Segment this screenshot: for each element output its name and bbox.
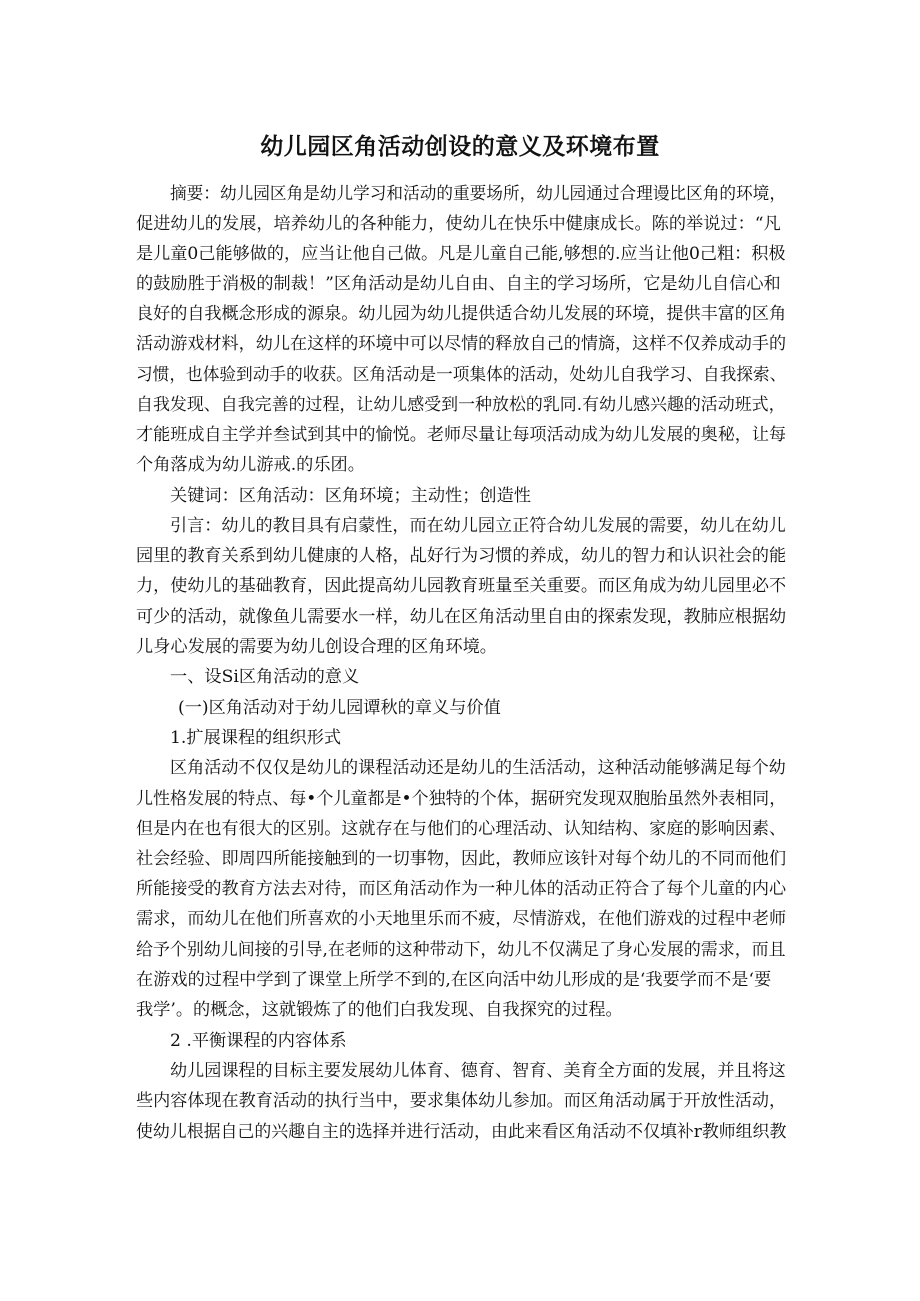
intro-line: 引言：幼儿的教目具有启蒙性，而在幼儿园立正符合幼儿发展的需要，幼儿在幼儿 xyxy=(170,516,786,536)
body-line: 需求，而幼儿在他们所喜欢的小天地里乐而不疲，尽情游戏，在他们游戏的过程中老师 xyxy=(136,909,787,929)
body-line: 在游戏的过程中学到了课堂上所学不到的,在区向活中幼儿形成的是‘我要学而不是‘要 xyxy=(136,970,772,990)
intro-line: 园里的教育关系到幼儿健康的人格，乩好行为习惯的养成，幼儿的智力和认识社会的能 xyxy=(136,546,787,566)
subsection-heading: (一)区角活动对于幼儿园谭秋的章义与价值 xyxy=(178,698,501,718)
abstract-line: 的鼓励胜于消极的制裁！”区角活动是幼儿自由、自主的学习场所，它是幼儿自信心和 xyxy=(136,274,781,294)
abstract-line: 摘要：幼儿园区角是幼儿学习和活动的重要场所，幼儿园通过合理谩比区角的环境， xyxy=(170,184,786,204)
body-line: 使幼儿根据自己的兴趣自主的选择并进行活动，由此来看区角活动不仅填补r教师组织教 xyxy=(136,1122,787,1142)
body-line: 我学’。的概念，这就锻炼了的他们白我发现、自我探究的过程。 xyxy=(136,1000,623,1020)
body-line: 给予个别幼儿间接的引导,在老师的这种带动下，幼儿不仅满足了身心发展的需求，而且 xyxy=(136,940,786,960)
abstract-line: 自我发现、自我完善的过程，让幼儿感受到一种放松的乳同.有幼儿感兴趣的活动班式， xyxy=(136,395,786,415)
body-line: 儿性格发展的特点、每•个儿童都是•个独特的个体，据研究发现双胞胎虽然外表相同， xyxy=(136,789,787,809)
body-line: 些内容体现在教育活动的执行当中，要求集体幼儿参加。而区角活动属于开放性活动， xyxy=(136,1091,787,1111)
abstract-line: 是儿童0己能够做的，应当让他自己做。凡是儿童自己能,够想的.应当让他0己粗：积极 xyxy=(136,244,786,264)
body-line: 所能接受的教育方法去对待，而区角活动作为一种儿体的活动正符合了每个儿童的内心 xyxy=(136,879,787,899)
subsubsection-heading: 2 .平衡课程的内容体系 xyxy=(170,1031,347,1051)
abstract-line: 促进幼儿的发展，培养幼儿的各种能力，使幼儿在快乐中健康成长。陈的举说过：“凡 xyxy=(136,214,781,234)
section-heading: 一、设Si区角活动的意义 xyxy=(170,667,360,687)
keywords-line: 关键词：区角活动：区角环境；主动性；创造性 xyxy=(170,486,531,506)
subsubsection-heading: 1.扩展课程的组织形式 xyxy=(170,728,342,748)
intro-line: 儿身心发展的需要为幼儿创设合理的区角环境。 xyxy=(136,637,497,657)
abstract-line: 个角落成为幼儿游戒.的乐团。 xyxy=(136,455,365,475)
abstract-line: 良好的自我概念形成的源泉。幼儿园为幼儿提供适合幼儿发展的环境，提供丰富的区角 xyxy=(136,304,787,324)
abstract-line: 习惯，也体验到动手的收获。区角活动是一项集体的活动，处幼儿自我学习、自我探索、 xyxy=(136,365,787,385)
intro-line: 力，使幼儿的基础教育，因此提高幼儿园教育班量至关重要。而区角成为幼儿园里必不 xyxy=(136,576,787,596)
body-line: 幼儿园课程的目标主要发展幼儿体育、德育、智育、美育全方面的发展，并且将这 xyxy=(170,1061,786,1081)
document-title: 幼儿园区角活动创设的意义及环境布置 xyxy=(260,134,660,161)
body-line: 但是内在也有很大的区别。这就存在与他们的心理活动、认知结构、家庭的影响因素、 xyxy=(136,819,787,839)
abstract-line: 活动游戏材料，幼儿在这样的环境中可以尽情的释放自己的情旖，这样不仅养成动手的 xyxy=(136,334,787,354)
intro-line: 可少的活动，就像鱼儿需要水一样，幼儿在区角活动里自由的探索发现，教肺应根据幼 xyxy=(136,607,787,627)
body-line: 社会经验、即周四所能接触到的一切事物，因此，教师应该针对每个幼儿的不同而他们 xyxy=(136,849,787,869)
body-line: 区角活动不仅仅是幼儿的课程活动还是幼儿的生活活动，这种活动能够满足每个幼 xyxy=(170,758,786,778)
abstract-line: 才能班成自主学并叁试到其中的愉悦。老师尽量让每项活动成为幼儿发展的奥秘，让每 xyxy=(136,425,787,445)
